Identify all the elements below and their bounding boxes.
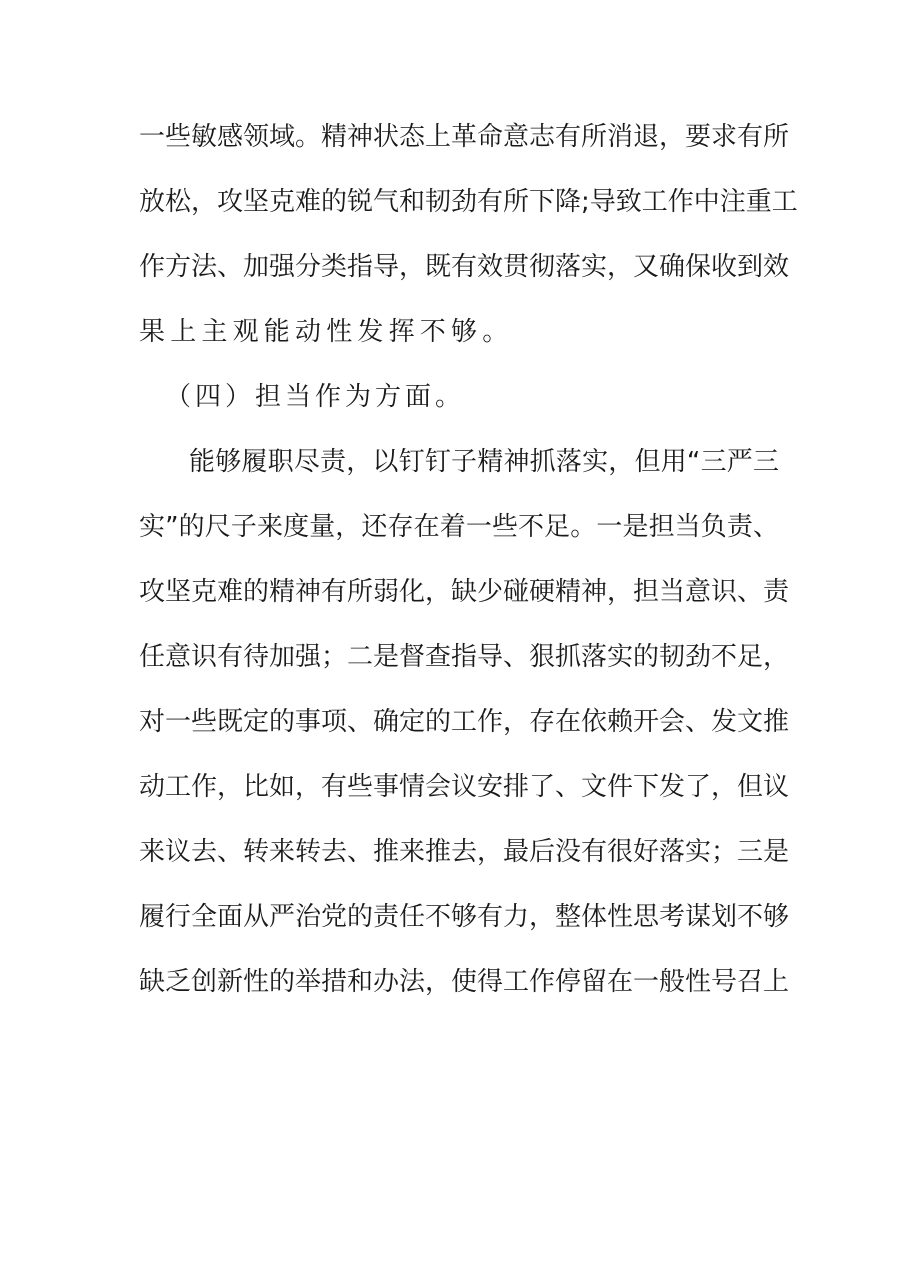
paragraph-2-line-7: 来议去、转来转去、推来推去，最后没有很好落实；三是 — [139, 837, 790, 867]
paragraph-1-line-3: 作方法、加强分类指导，既有效贯彻落实，又确保收到效 — [139, 252, 790, 282]
paragraph-2-line-1: 能够履职尽责，以钉钉子精神抓落实，但用“三严三 — [189, 447, 779, 477]
section-heading: （四）担当作为方面。 — [165, 382, 466, 412]
paragraph-1-line-1: 一些敏感领域。精神状态上革命意志有所消退，要求有所 — [139, 122, 790, 152]
paragraph-2-line-6: 动工作，比如，有些事情会议安排了、文件下发了，但议 — [139, 772, 790, 802]
paragraph-2-line-4: 任意识有待加强；二是督查指导、狠抓落实的韧劲不足， — [139, 642, 790, 672]
paragraph-2-line-8: 履行全面从严治党的责任不够有力，整体性思考谋划不够 — [139, 902, 790, 932]
paragraph-2-line-2: 实”的尺子来度量，还存在着一些不足。一是担当负责、 — [139, 512, 779, 542]
paragraph-1-line-2: 放松，攻坚克难的锐气和韧劲有所下降;导致工作中注重工 — [139, 187, 798, 217]
paragraph-2-line-5: 对一些既定的事项、确定的工作，存在依赖开会、发文推 — [139, 707, 790, 737]
paragraph-2-line-9: 缺乏创新性的举措和办法，使得工作停留在一般性号召上 — [139, 967, 790, 997]
paragraph-1-line-4: 果上主观能动性发挥不够。 — [139, 317, 514, 347]
paragraph-2-line-3: 攻坚克难的精神有所弱化，缺少碰硬精神，担当意识、责 — [139, 577, 790, 607]
